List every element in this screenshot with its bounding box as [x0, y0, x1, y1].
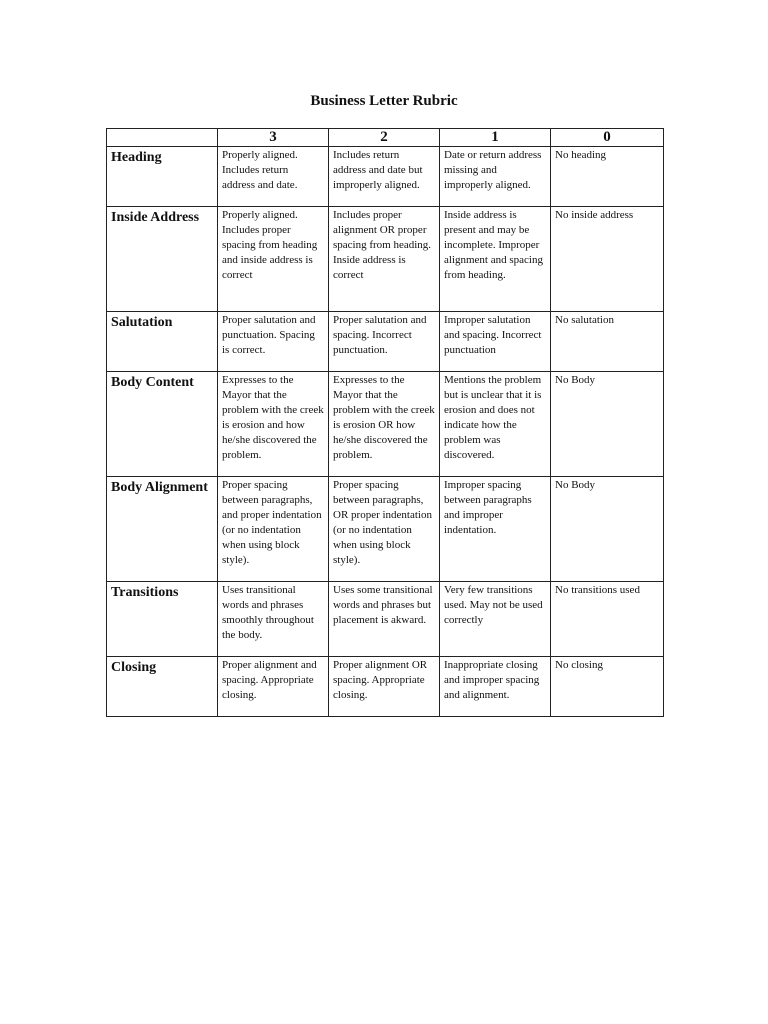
category-label: Closing [107, 657, 218, 717]
criteria-cell: Proper salutation and spacing. Incorrect punctuation. [329, 312, 440, 372]
table-row [107, 312, 664, 372]
score-header-3: 3 [218, 129, 329, 147]
criteria-cell: Mentions the problem but is unclear that it is erosion and does not indicate how the problem was discovered. [440, 372, 551, 477]
criteria-cell: Proper alignment and spacing. Appropriate closing. [218, 657, 329, 717]
criteria-cell: Properly aligned. Includes proper spacing from heading and inside address is correct [218, 207, 329, 312]
table-row [107, 582, 664, 657]
page-title: Business Letter Rubric [310, 93, 458, 109]
criteria-cell: Uses transitional words and phrases smoothly throughout the body. [218, 582, 329, 657]
category-label: Inside Address [107, 207, 218, 312]
criteria-cell: Improper salutation and spacing. Incorrect punctuation [440, 312, 551, 372]
score-header-1: 1 [440, 129, 551, 147]
category-label: Body Content [107, 372, 218, 477]
category-label: Transitions [107, 582, 218, 657]
criteria-cell: No closing [551, 657, 664, 717]
table-row [107, 207, 664, 312]
criteria-cell: Properly aligned. Includes return address and date. [218, 147, 329, 207]
table-row [107, 477, 664, 582]
criteria-cell: Includes proper alignment OR proper spacing from heading. Inside address is correct [329, 207, 440, 312]
criteria-cell: No heading [551, 147, 664, 207]
header-blank-cell [107, 129, 218, 147]
score-header-2: 2 [329, 129, 440, 147]
criteria-cell: No Body [551, 477, 664, 582]
criteria-cell: Includes return address and date but improperly aligned. [329, 147, 440, 207]
criteria-cell: No transitions used [551, 582, 664, 657]
criteria-cell: No Body [551, 372, 664, 477]
criteria-cell: Expresses to the Mayor that the problem with the creek is erosion OR how he/she discovered the problem. [329, 372, 440, 477]
table-row [107, 657, 664, 717]
category-label: Body Alignment [107, 477, 218, 582]
criteria-cell: Improper spacing between paragraphs and improper indentation. [440, 477, 551, 582]
criteria-cell: Proper spacing between paragraphs, and proper indentation (or no indentation when using block style). [218, 477, 329, 582]
criteria-cell: Very few transitions used. May not be used correctly [440, 582, 551, 657]
criteria-cell: Inside address is present and may be incomplete. Improper alignment and spacing from heading. [440, 207, 551, 312]
criteria-cell: Proper salutation and punctuation. Spacing is correct. [218, 312, 329, 372]
category-label: Salutation [107, 312, 218, 372]
criteria-cell: Uses some transitional words and phrases but placement is akward. [329, 582, 440, 657]
criteria-cell: Proper spacing between paragraphs, OR proper indentation (or no indentation when using block style). [329, 477, 440, 582]
criteria-cell: Proper alignment OR spacing. Appropriate closing. [329, 657, 440, 717]
header-row [107, 129, 664, 147]
criteria-cell: No salutation [551, 312, 664, 372]
table-row [107, 147, 664, 207]
table-row [107, 372, 664, 477]
criteria-cell: Date or return address missing and improperly aligned. [440, 147, 551, 207]
category-label: Heading [107, 147, 218, 207]
score-header-0: 0 [551, 129, 664, 147]
criteria-cell: Inappropriate closing and improper spacing and alignment. [440, 657, 551, 717]
criteria-cell: No inside address [551, 207, 664, 312]
criteria-cell: Expresses to the Mayor that the problem with the creek is erosion and how he/she discovered the problem. [218, 372, 329, 477]
rubric-table [106, 128, 664, 717]
